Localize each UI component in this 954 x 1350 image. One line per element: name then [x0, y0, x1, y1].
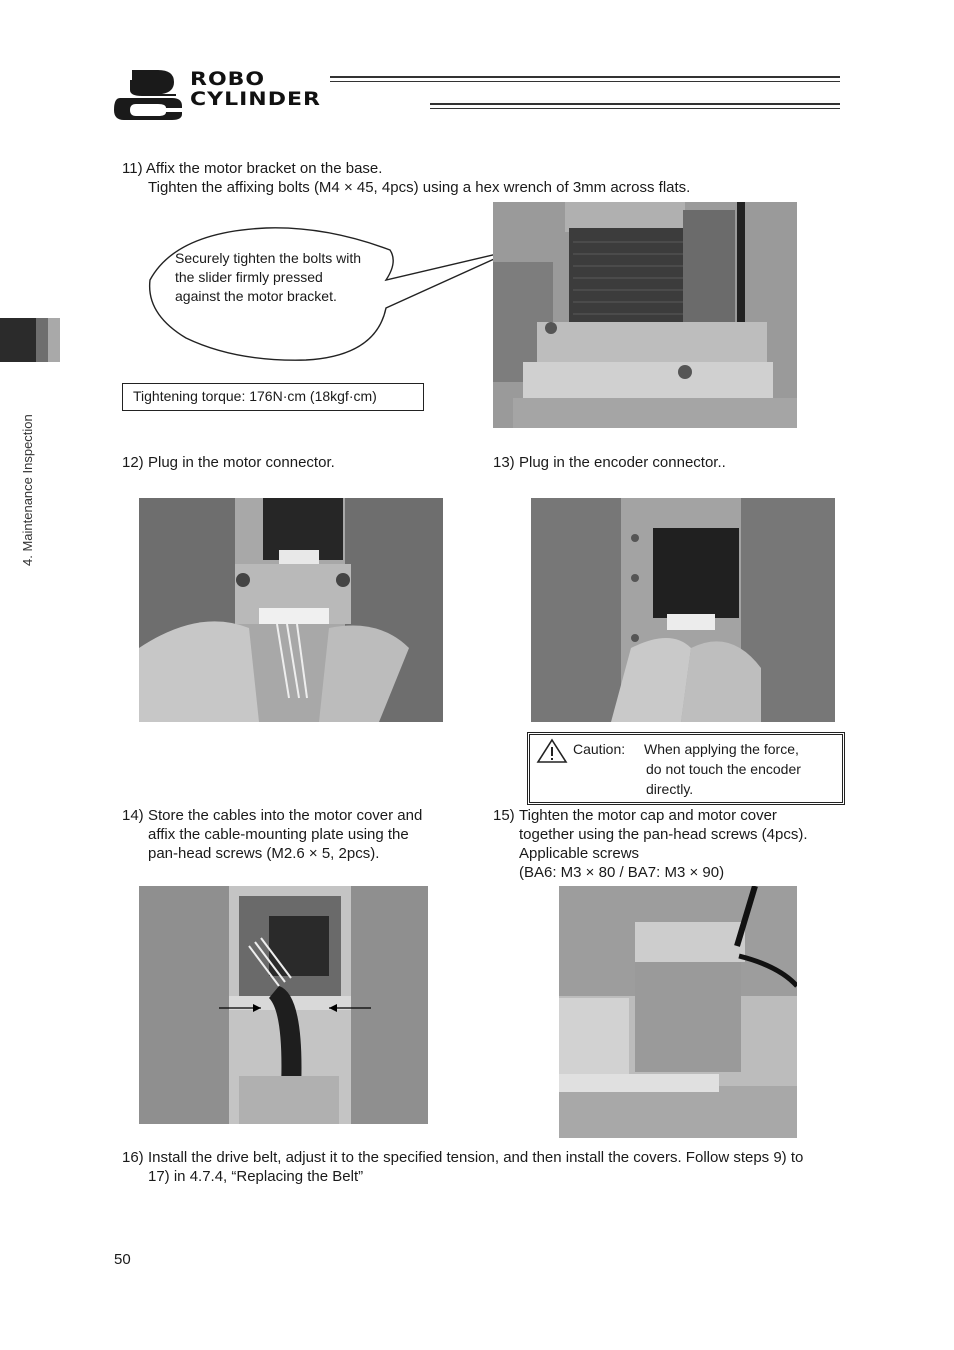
callout-line: Securely tighten the bolts with: [175, 250, 361, 266]
step-line: Tighten the affixing bolts (M4 × 45, 4pcs) using a hex wrench of 3mm across flats.: [148, 179, 691, 196]
step-16: [122, 1148, 803, 1186]
callout-text: [175, 249, 361, 306]
step-number: 13): [493, 454, 515, 471]
page-number: 50: [114, 1251, 131, 1268]
step-line: together using the pan-head screws (4pcs).: [519, 826, 808, 843]
header-rule-bottom-1: [430, 103, 840, 105]
step-line: Install the drive belt, adjust it to the specified tension, and then install the covers. Follow steps 9) to: [148, 1149, 804, 1166]
step-line: pan-head screws (M2.6 × 5, 2pcs).: [148, 845, 380, 862]
step-number: 11): [122, 160, 143, 177]
caution-label: Caution:: [573, 741, 626, 757]
callout-line: against the motor bracket.: [175, 288, 337, 304]
caution-line: directly.: [646, 781, 694, 797]
rc-logo-mark: [112, 68, 184, 120]
photo-motor-connector: [139, 498, 443, 722]
step-number: 12): [122, 454, 144, 471]
step-number: 15): [493, 807, 515, 824]
step-line: 17) in 4.7.4, “Replacing the Belt”: [148, 1168, 364, 1185]
header-rule-top-1: [330, 76, 840, 78]
chapter-tab-light: [48, 318, 60, 362]
header-rule-top-2: [330, 81, 840, 82]
step-line: Tighten the motor cap and motor cover: [519, 807, 777, 824]
step-line: (BA6: M3 × 80 / BA7: M3 × 90): [519, 864, 725, 881]
chapter-tab-dark: [0, 318, 36, 362]
step-number: 16): [122, 1149, 144, 1166]
step-line: Affix the motor bracket on the base.: [145, 160, 383, 177]
photo-motor-cover: [559, 886, 797, 1138]
step-11: [122, 159, 690, 197]
caution-line: When applying the force,: [644, 741, 799, 757]
photo-encoder-connector: [531, 498, 835, 722]
brand-line-cylinder: CYLINDER: [190, 88, 321, 111]
chapter-label: 4. Maintenance Inspection: [20, 414, 35, 566]
photo-cable-storage: [139, 886, 428, 1124]
step-line: Store the cables into the motor cover and: [148, 807, 423, 824]
caution-line: do not touch the encoder: [646, 761, 801, 777]
photo-motor-bracket: [493, 202, 797, 428]
step-number: 14): [122, 807, 144, 824]
step-line: Plug in the encoder connector..: [519, 454, 726, 471]
header-rule-bottom-2: [430, 108, 840, 109]
step-line: Plug in the motor connector.: [148, 454, 335, 471]
brand-line-robo: ROBO: [190, 68, 266, 91]
step-13: [493, 453, 726, 472]
warning-triangle-icon: [536, 738, 568, 764]
step-14: [122, 806, 422, 863]
brand-wordmark: [190, 70, 321, 110]
caution-box: [527, 732, 845, 805]
step-line: affix the cable-mounting plate using the: [148, 826, 409, 843]
callout-line: the slider firmly pressed: [175, 269, 323, 285]
step-15: [493, 806, 808, 882]
step-12: [122, 453, 335, 472]
chapter-tab-mid: [36, 318, 48, 362]
step-line: Applicable screws: [519, 845, 640, 862]
torque-spec-box: Tightening torque: 176N·cm (18kgf·cm): [122, 383, 424, 411]
caution-text: [644, 739, 801, 799]
